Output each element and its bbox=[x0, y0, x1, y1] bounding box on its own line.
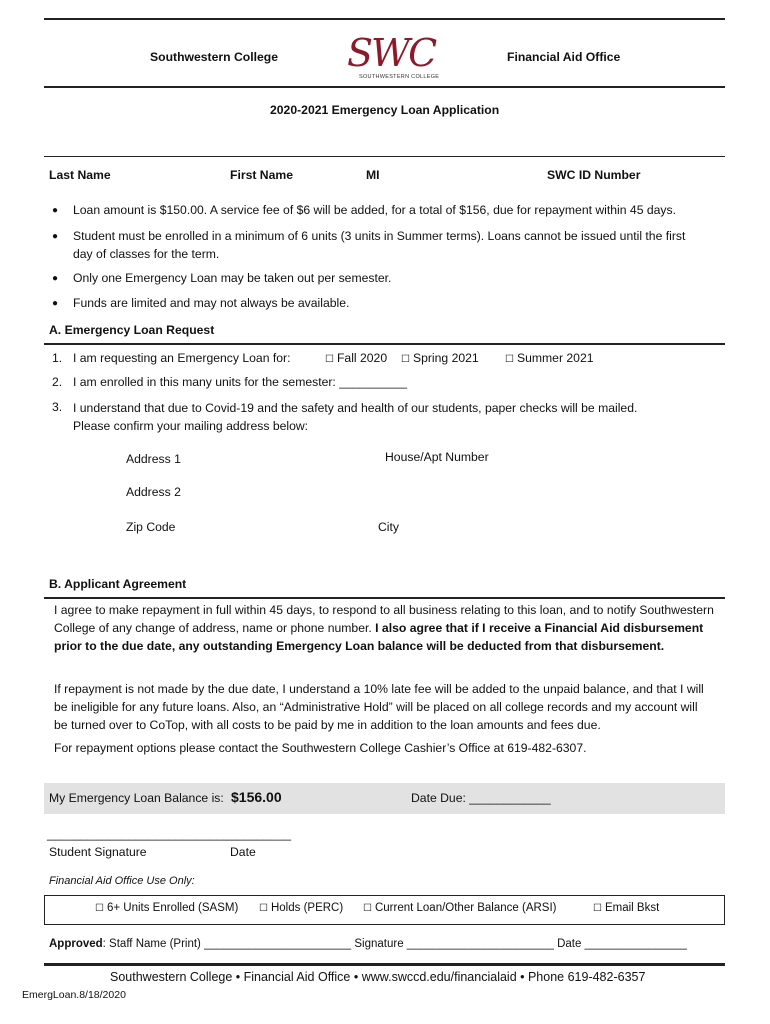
logo-swc-text: SWC bbox=[347, 31, 436, 75]
checkbox-icon[interactable]: ☐ bbox=[401, 354, 410, 365]
address-2-label: Address 2 bbox=[126, 485, 181, 499]
zip-code-label: Zip Code bbox=[126, 520, 176, 534]
option-label: Summer 2021 bbox=[516, 351, 594, 365]
bullet-dot: ● bbox=[52, 298, 59, 309]
option-label: 6+ Units Enrolled (SASM) bbox=[106, 902, 239, 914]
office-option-perc[interactable] bbox=[259, 902, 343, 914]
bullet-dot: ● bbox=[52, 231, 59, 242]
checkbox-icon[interactable]: ☐ bbox=[505, 354, 514, 365]
form-code: EmergLoan.8/18/2020 bbox=[22, 989, 126, 1001]
signature-date-label: Date bbox=[230, 845, 256, 859]
agreement-paragraph-2: If repayment is not made by the due date, I understand a 10% late fee will be added to the unpaid balance, and that I will be ineligible for any future loans. Also, an “Administrative Hold” will be placed on all college records and my account will be turned over to CoTop, with all costs to be paid by me in addition to the loan amounts and fees due. bbox=[54, 682, 704, 732]
date-due-field[interactable]: Date Due: ____________ bbox=[411, 791, 551, 805]
approval-fields: : Staff Name (Print) _______________________ Signature _______________________ Date ________________ bbox=[102, 938, 687, 950]
header-office-name: Financial Aid Office bbox=[507, 50, 621, 64]
option-label: Email Bkst bbox=[604, 902, 660, 914]
agreement-text: I agree to make repayment in full within 45 days, to respond to all business relating to this loan, and to notify Southwestern College of any change of address, name or phone number. bbox=[54, 603, 714, 635]
bullet-item: Student must be enrolled in a minimum of 6 units (3 units in Summer terms). Loans cannot be issued until the first day of classes for the term. bbox=[73, 229, 686, 261]
college-logo bbox=[345, 31, 440, 81]
approval-line[interactable] bbox=[49, 938, 687, 950]
section-a-heading: A. Emergency Loan Request bbox=[49, 323, 215, 337]
section-b-heading: B. Applicant Agreement bbox=[49, 577, 187, 591]
name-row-rule bbox=[44, 156, 725, 157]
item-3-number: 3. bbox=[52, 400, 63, 414]
signature-line[interactable]: ____________________________________ bbox=[47, 827, 292, 841]
office-option-arsi[interactable] bbox=[363, 902, 557, 914]
option-label: Spring 2021 bbox=[412, 351, 479, 365]
checkbox-icon[interactable]: ☐ bbox=[259, 903, 268, 914]
balance-amount: $156.00 bbox=[231, 789, 282, 805]
section-b-rule bbox=[44, 597, 725, 599]
option-fall-2020[interactable] bbox=[325, 351, 387, 365]
office-use-heading: Financial Aid Office Use Only: bbox=[49, 875, 195, 887]
address-1-label: Address 1 bbox=[126, 452, 181, 466]
section-a-rule bbox=[44, 343, 725, 345]
item-3-text: I understand that due to Covid-19 and the safety and health of our students, paper checks will be mailed. Please confirm your mailing address below: bbox=[73, 401, 638, 433]
item-2-text[interactable]: I am enrolled in this many units for the semester: __________ bbox=[73, 375, 407, 389]
item-1-text: I am requesting an Emergency Loan for: bbox=[73, 351, 291, 365]
office-option-sasm[interactable] bbox=[95, 902, 238, 914]
agreement-paragraph-3: For repayment options please contact the Southwestern College Cashier’s Office at 619-482-6307. bbox=[54, 741, 587, 755]
student-signature-label: Student Signature bbox=[49, 845, 147, 859]
checkbox-icon[interactable]: ☐ bbox=[363, 903, 372, 914]
option-spring-2021[interactable] bbox=[401, 351, 479, 365]
agreement-paragraph-1 bbox=[54, 601, 714, 655]
city-label: City bbox=[378, 520, 399, 534]
bullet-item: Loan amount is $150.00. A service fee of $6 will be added, for a total of $156, due for repayment within 45 days. bbox=[73, 203, 676, 217]
bullet-item: Funds are limited and may not always be available. bbox=[73, 296, 350, 310]
item-1-number: 1. bbox=[52, 351, 63, 365]
footer-rule bbox=[44, 963, 725, 966]
bullet-dot: ● bbox=[52, 205, 59, 216]
footer-text: Southwestern College • Financial Aid Office • www.swccd.edu/financialaid • Phone 619-482-6357 bbox=[110, 970, 646, 984]
house-apt-label: House/Apt Number bbox=[385, 450, 489, 464]
header-bottom-rule bbox=[44, 86, 725, 88]
swc-id-label: SWC ID Number bbox=[547, 168, 641, 182]
option-label: Holds (PERC) bbox=[270, 902, 344, 914]
approved-label: Approved bbox=[49, 938, 103, 950]
checkbox-icon[interactable]: ☐ bbox=[593, 903, 602, 914]
option-label: Fall 2020 bbox=[336, 351, 388, 365]
balance-label: My Emergency Loan Balance is: bbox=[49, 791, 224, 805]
header-college-name: Southwestern College bbox=[150, 50, 278, 64]
agreement-bold-text: I also agree that if I receive a Financial Aid disbursement prior to the due date, any outstanding Emergency Loan balance will be deducted from that disbursement. bbox=[54, 621, 704, 653]
bullet-dot: ● bbox=[52, 273, 59, 284]
office-option-bkst[interactable] bbox=[593, 902, 659, 914]
page-title: 2020-2021 Emergency Loan Application bbox=[270, 103, 500, 117]
logo-subtitle: SOUTHWESTERN COLLEGE bbox=[359, 74, 440, 80]
bullet-item: Only one Emergency Loan may be taken out per semester. bbox=[73, 271, 392, 285]
header-top-rule bbox=[44, 18, 725, 20]
option-summer-2021[interactable] bbox=[505, 351, 594, 365]
first-name-label: First Name bbox=[230, 168, 293, 182]
checkbox-icon[interactable]: ☐ bbox=[95, 903, 104, 914]
checkbox-icon[interactable]: ☐ bbox=[325, 354, 334, 365]
mi-label: MI bbox=[366, 168, 380, 182]
last-name-label: Last Name bbox=[49, 168, 111, 182]
option-label: Current Loan/Other Balance (ARSI) bbox=[374, 902, 557, 914]
item-2-number: 2. bbox=[52, 375, 63, 389]
